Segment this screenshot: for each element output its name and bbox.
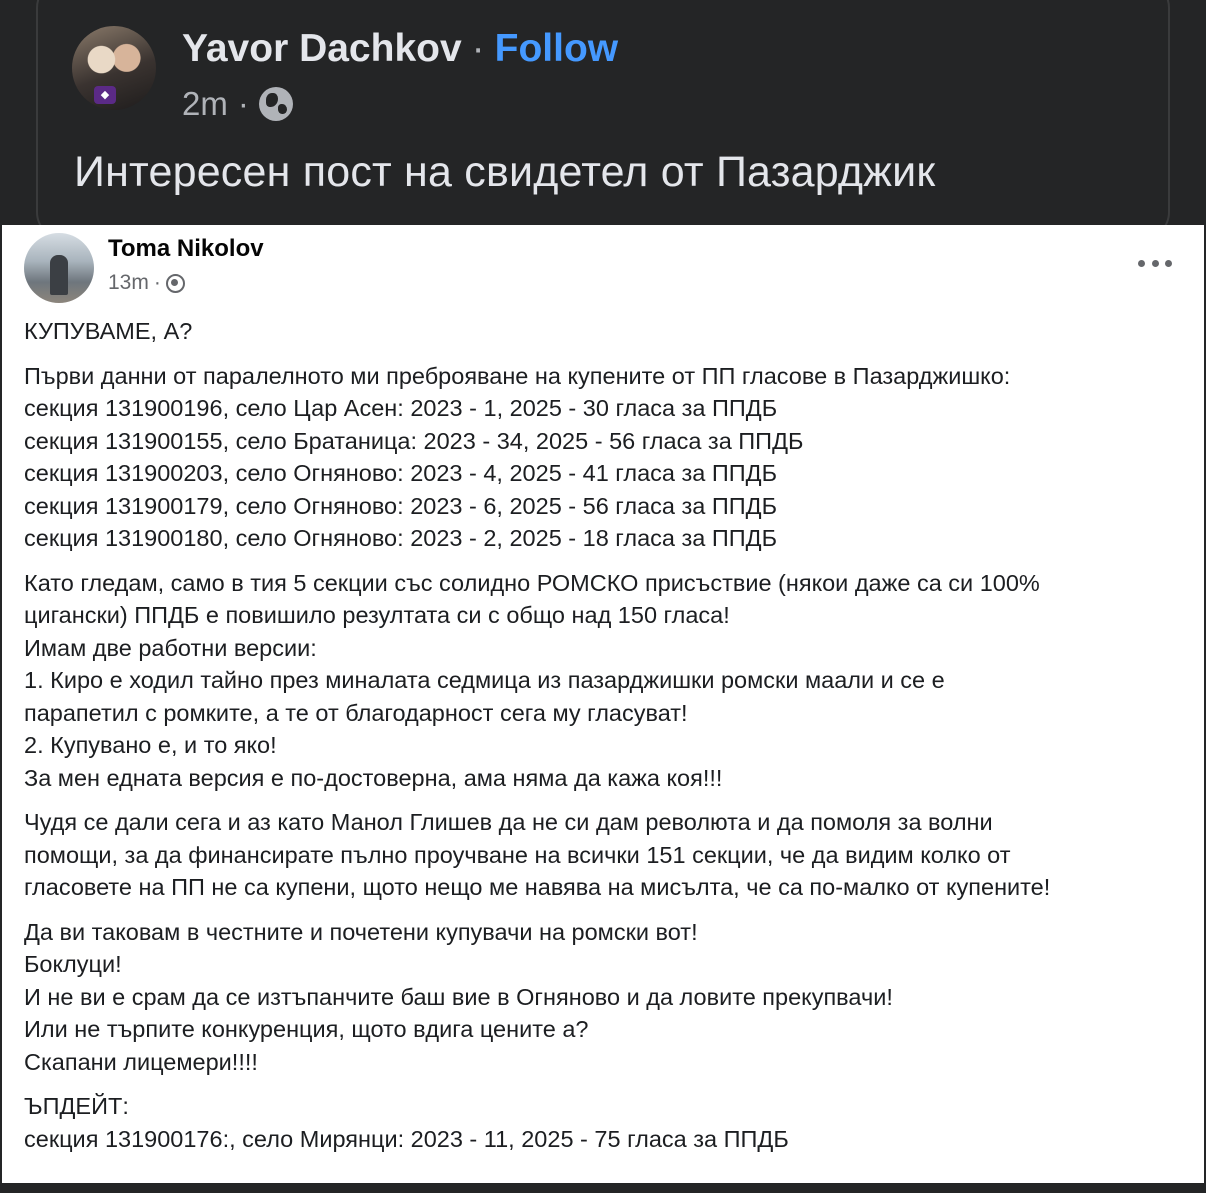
post-line: Или не търпите конкуренция, щото вдига цените а? bbox=[24, 1016, 589, 1042]
post-line: гласовете на ПП не са купени, щото нещо ме навява на мисълта, че са по-малко от купените! bbox=[24, 874, 1051, 900]
shared-post-body bbox=[24, 315, 1194, 1167]
shared-meta-separator: · bbox=[153, 271, 161, 294]
bottom-edge bbox=[0, 1183, 1206, 1193]
post-line: 2. Купувано е, и то яко! bbox=[24, 732, 277, 758]
follow-button[interactable]: Follow bbox=[494, 27, 619, 70]
post-line: 1. Киро е ходил тайно през миналата седмица из пазарджишки ромски маали и се е bbox=[24, 667, 945, 693]
post-line: парапетил с ромките, а те от благодарност сега му гласуват! bbox=[24, 699, 688, 726]
globe-icon bbox=[259, 87, 293, 121]
post-line: Чудя се дали сега и аз като Манол Глишев да не си дам революта и да помоля за волни bbox=[24, 809, 993, 835]
post-line: секция 131900155, село Братаница: 2023 - 34, 2025 - 56 гласа за ППДБ bbox=[24, 427, 804, 454]
post-line: ЪПДЕЙТ: bbox=[24, 1093, 129, 1119]
post-line: Скапани лицемери!!!! bbox=[24, 1048, 258, 1075]
outer-meta-separator: · bbox=[237, 85, 249, 122]
post-paragraph bbox=[24, 806, 1194, 904]
post-line: Като гледам, само в тия 5 секции със солидно РОМСКО присъствие (някои даже са си 100% bbox=[24, 569, 1040, 596]
outer-author-row bbox=[182, 26, 618, 72]
post-line: помощи, за да финансирате пълно проучване на всички 151 секции, че да видим колко от bbox=[24, 841, 1011, 868]
outer-author-name[interactable]: Yavor Dachkov bbox=[182, 27, 462, 70]
post-line: И не ви е срам да се изтъпанчите баш вие в Огняново и да ловите прекупвачи! bbox=[24, 983, 893, 1010]
post-paragraph bbox=[24, 567, 1194, 795]
shared-author-name[interactable]: Toma Nikolov bbox=[108, 235, 264, 262]
shared-post-meta bbox=[108, 271, 185, 295]
outer-post-meta bbox=[182, 82, 293, 126]
shared-post-screenshot bbox=[2, 225, 1204, 1183]
shared-post-time[interactable]: 13m bbox=[108, 271, 149, 294]
outer-post-text: Интересен пост на свидетел от Пазарджик bbox=[74, 148, 936, 196]
post-line: За мен едната версия е по-достоверна, ама няма да кажа коя!!! bbox=[24, 764, 723, 791]
globe-icon bbox=[166, 274, 185, 293]
post-line: секция 131900176:, село Мирянци: 2023 - 11, 2025 - 75 гласа за ППДБ bbox=[24, 1125, 789, 1152]
post-line: секция 131900203, село Огняново: 2023 - 4, 2025 - 41 гласа за ППДБ bbox=[24, 460, 777, 486]
outer-author-avatar[interactable] bbox=[72, 26, 156, 110]
post-line: КУПУВАМЕ, А? bbox=[24, 318, 193, 344]
post-line: секция 131900196, село Цар Асен: 2023 - 1, 2025 - 30 гласа за ППДБ bbox=[24, 395, 778, 421]
post-line: Първи данни от паралелното ми преброяване на купените от ПП гласове в Пазарджишко: bbox=[24, 362, 1011, 389]
shared-author-avatar[interactable] bbox=[24, 233, 94, 303]
post-line: секция 131900179, село Огняново: 2023 - 6, 2025 - 56 гласа за ППДБ bbox=[24, 492, 777, 519]
post-line: Имам две работни версии: bbox=[24, 634, 317, 661]
outer-post-time[interactable]: 2m bbox=[182, 85, 228, 122]
post-line: цигански) ППДБ е повишило резултата си с общо над 150 гласа! bbox=[24, 602, 730, 628]
post-paragraph bbox=[24, 360, 1194, 555]
post-paragraph bbox=[24, 916, 1194, 1079]
post-paragraph bbox=[24, 315, 1194, 348]
more-horizontal-icon[interactable] bbox=[1138, 255, 1172, 271]
outer-name-separator: · bbox=[471, 27, 485, 70]
post-paragraph bbox=[24, 1090, 1194, 1155]
post-line: Боклуци! bbox=[24, 951, 122, 977]
profile-badge-icon: ◆ bbox=[94, 86, 116, 104]
post-line: Да ви таковам в честните и почетени купувачи на ромски вот! bbox=[24, 918, 698, 945]
post-line: секция 131900180, село Огняново: 2023 - 2, 2025 - 18 гласа за ППДБ bbox=[24, 525, 777, 551]
